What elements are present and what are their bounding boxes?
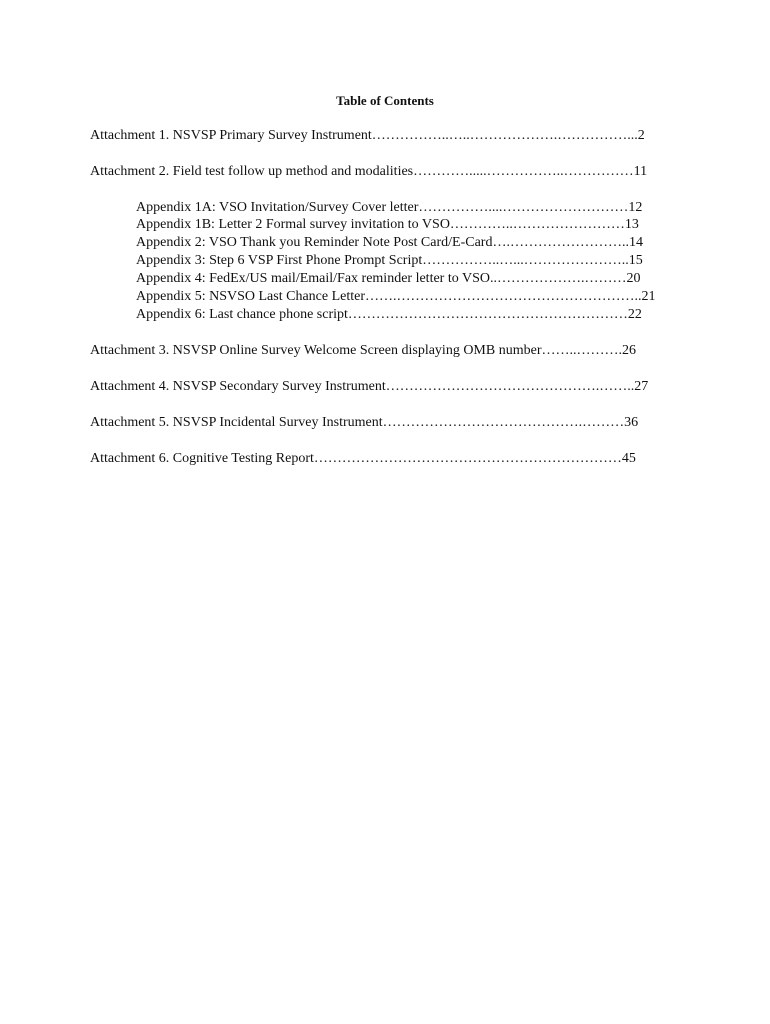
- toc-entry-attachment-4: Attachment 4. NSVSP Secondary Survey Instrument……………………………………….……..27: [90, 379, 649, 394]
- toc-entry-attachment-2: Attachment 2. Field test follow up method and modalities………….....……………..……………11: [90, 164, 648, 179]
- toc-entry-appendix-1b: Appendix 1B: Letter 2 Formal survey invitation to VSO…………..……………………13: [136, 217, 639, 232]
- toc-entry-appendix-3: Appendix 3: Step 6 VSP First Phone Prompt Script……………..…...…………………..15: [136, 253, 643, 268]
- toc-entry-attachment-3: Attachment 3. NSVSP Online Survey Welcome Screen displaying OMB number……..……….26: [90, 343, 636, 358]
- toc-entry-attachment-5: Attachment 5. NSVSP Incidental Survey Instrument…………………………………….………36: [90, 415, 639, 430]
- toc-entry-appendix-5: Appendix 5: NSVSO Last Chance Letter…….……………………………………………..21: [136, 289, 656, 304]
- toc-title: Table of Contents: [336, 93, 434, 108]
- toc-entry-appendix-1a: Appendix 1A: VSO Invitation/Survey Cover letter……………....………………………12: [136, 200, 643, 215]
- toc-entry-appendix-6: Appendix 6: Last chance phone script……………………………………………………22: [136, 307, 642, 322]
- toc-entry-attachment-1: Attachment 1. NSVSP Primary Survey Instrument……………..…..……………….……………...2: [90, 128, 645, 143]
- toc-entry-attachment-6: Attachment 6. Cognitive Testing Report…………………………………………………………45: [90, 451, 636, 466]
- toc-entry-appendix-4: Appendix 4: FedEx/US mail/Email/Fax reminder letter to VSO..……………….………20: [136, 271, 641, 286]
- toc-entry-appendix-2: Appendix 2: VSO Thank you Reminder Note Post Card/E-Card….……………………..14: [136, 235, 643, 250]
